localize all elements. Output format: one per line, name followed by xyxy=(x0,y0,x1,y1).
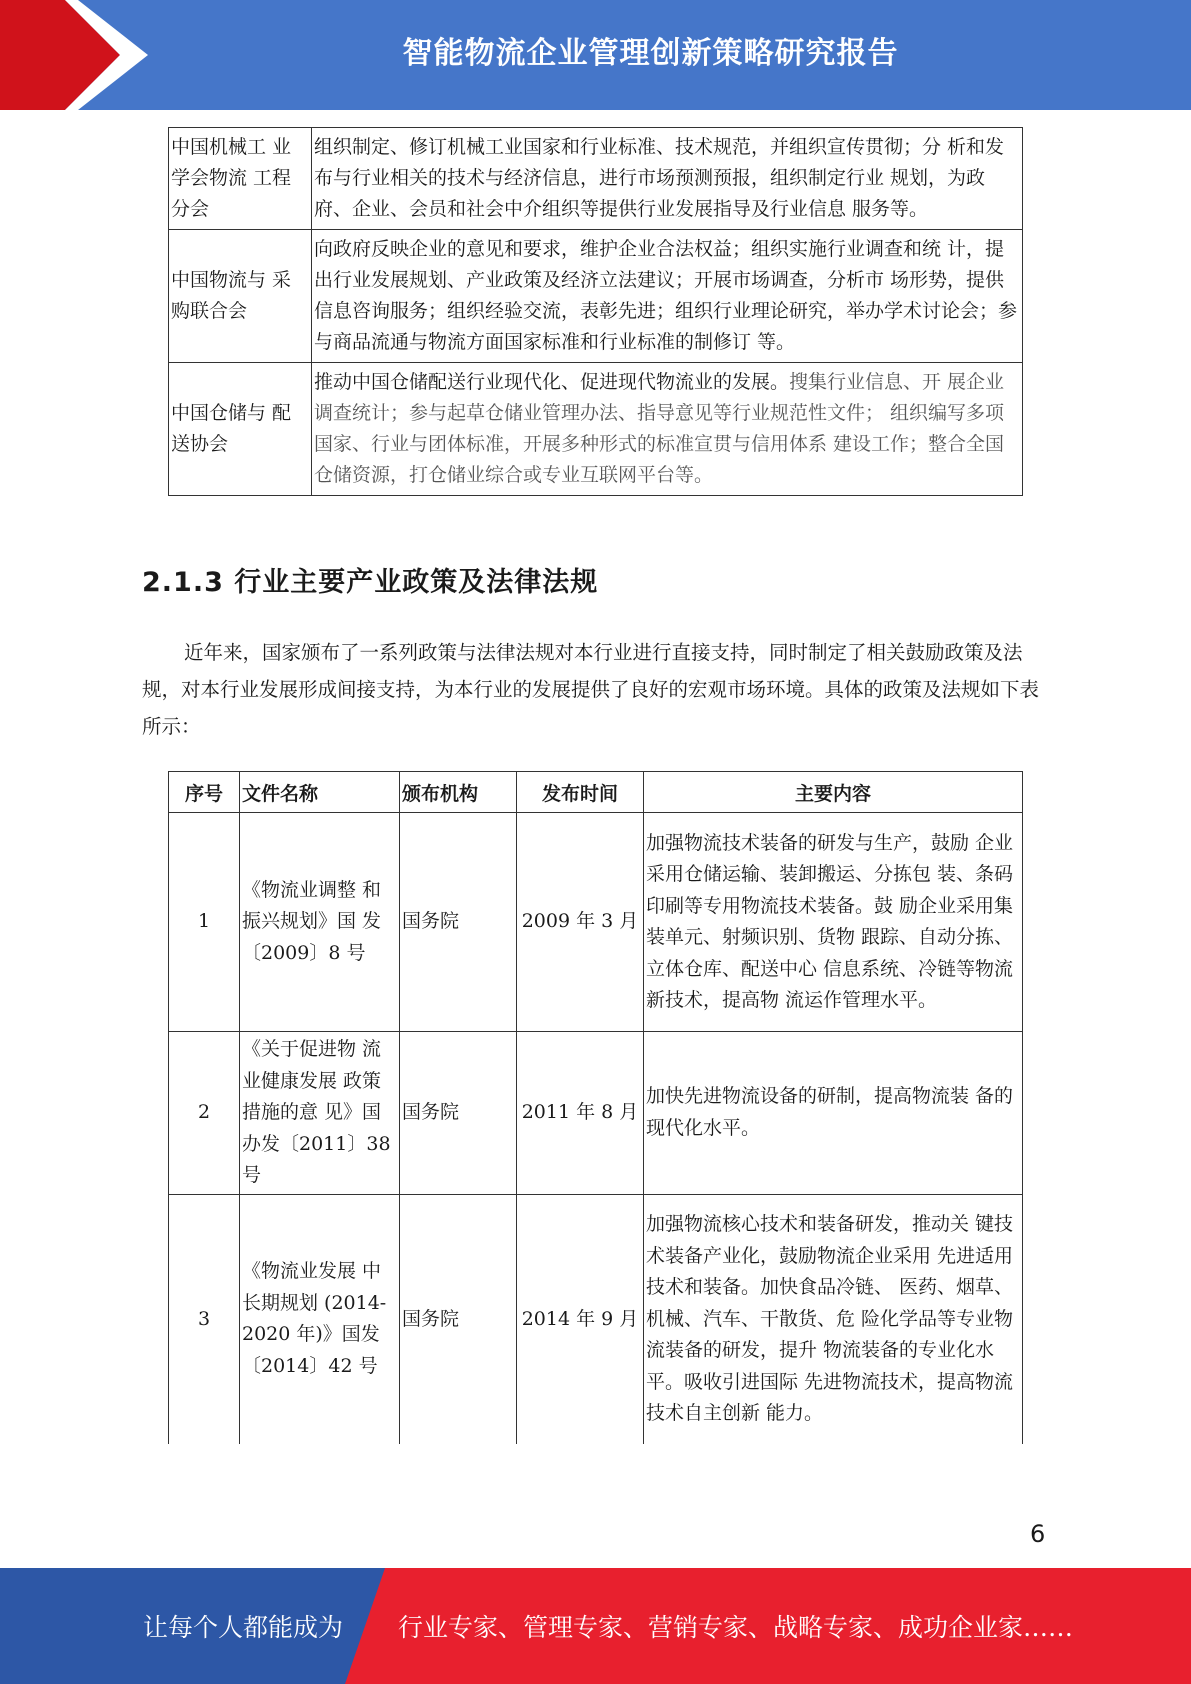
org-description: 组织制定、修订机械工业国家和行业标准、技术规范，并组织宣传贯彻；分 析和发布与行业相关的技术与经济信息，进行市场预测预报，组织制定行业 规划，为政府、企业、会员和社会中介组织等提供行业发展指导及行业信息 服务等。 xyxy=(312,128,1023,230)
document-name: 《关于促进物 流业健康发展 政策措施的意 见》国办发〔2011〕38 号 xyxy=(240,1032,400,1195)
org-name: 中国物流与 采购联合会 xyxy=(169,230,312,363)
footer-slogan-right: 行业专家、管理专家、营销专家、战略专家、成功企业家…… xyxy=(398,1613,1074,1642)
row-number: 1 xyxy=(169,813,240,1032)
page-number: 6 xyxy=(1030,1520,1046,1548)
document-name: 《物流业发展 中长期规划 (2014-2020 年)》国发〔2014〕42 号 xyxy=(240,1194,400,1444)
org-description: 向政府反映企业的意见和要求，维护企业合法权益；组织实施行业调查和统 计，提出行业发展规划、产业政策及经济立法建议；开展市场调查，分析市 场形势，提供信息咨询服务；组织经验交流，表彰先进；组织行业理论研究，举办学术讨论会；参与商品流通与物流方面国家标准和行业标准的制修订 等。 xyxy=(312,230,1023,363)
table-row xyxy=(169,1194,1023,1444)
row-number: 3 xyxy=(169,1194,240,1444)
org-description-secondary: 搜集行业信息、开 展企业调查统计；参与起草仓储业管理办法、指导意见等行业规范性文件； 组织编写多项国家、行业与团体标准，开展多种形式的标准宣贯与信用体系 建设工作；整合全国仓储资源，打仓储业综合或专业互联网平台等。 xyxy=(314,371,1005,486)
column-header-agency: 颁布机构 xyxy=(400,772,517,813)
table-header-row xyxy=(169,772,1023,813)
org-description xyxy=(312,363,1023,496)
org-name: 中国机械工 业学会物流 工程分会 xyxy=(169,128,312,230)
row-number: 2 xyxy=(169,1032,240,1195)
intro-paragraph: 近年来，国家颁布了一系列政策与法律法规对本行业进行直接支持，同时制定了相关鼓励政策及法规，对本行业发展形成间接支持，为本行业的发展提供了良好的宏观市场环境。具体的政策及法规如下表所示： xyxy=(142,641,1040,738)
table-row xyxy=(169,1032,1023,1195)
column-header-document: 文件名称 xyxy=(240,772,400,813)
column-header-number: 序号 xyxy=(169,772,240,813)
main-content: 加强物流技术装备的研发与生产，鼓励 企业采用仓储运输、装卸搬运、分拣包 装、条码印刷等专用物流技术装备。鼓 励企业采用集装单元、射频识别、货物 跟踪、自动分拣、立体仓库、配送中心 信息系统、冷链等物流新技术，提高物 流运作管理水平。 xyxy=(644,813,1023,1032)
document-name: 《物流业调整 和振兴规划》国 发〔2009〕8 号 xyxy=(240,813,400,1032)
policy-table xyxy=(168,771,1023,1444)
release-date: 2011 年 8 月 xyxy=(517,1032,644,1195)
main-content: 加强物流核心技术和装备研发，推动关 键技术装备产业化，鼓励物流企业采用 先进适用技术和装备。加快食品冷链、 医药、烟草、机械、汽车、干散货、危 险化学品等专业物流装备的研发，提升 物流装备的专业化水平。吸收引进国际 先进物流技术，提高物流技术自主创新 能力。 xyxy=(644,1194,1023,1444)
table-row xyxy=(169,363,1023,496)
main-content: 加快先进物流设备的研制，提高物流装 备的现代化水平。 xyxy=(644,1032,1023,1195)
table-row xyxy=(169,128,1023,230)
table-row xyxy=(169,813,1023,1032)
issuing-agency: 国务院 xyxy=(400,1032,517,1195)
table-row xyxy=(169,230,1023,363)
header-title: 智能物流企业管理创新策略研究报告 xyxy=(402,36,899,71)
issuing-agency: 国务院 xyxy=(400,813,517,1032)
release-date: 2009 年 3 月 xyxy=(517,813,644,1032)
footer-slogan-left: 让每个人都能成为 xyxy=(143,1613,344,1642)
column-header-date: 发布时间 xyxy=(517,772,644,813)
organization-table xyxy=(168,127,1023,496)
page-footer xyxy=(0,1568,1191,1684)
page-header xyxy=(0,0,1191,110)
org-description-main: 推动中国仓储配送行业现代化、促进现代物流业的发展。 xyxy=(314,371,790,393)
column-header-content: 主要内容 xyxy=(644,772,1023,813)
section-heading: 2.1.3 行业主要产业政策及法律法规 xyxy=(142,567,599,598)
issuing-agency: 国务院 xyxy=(400,1194,517,1444)
org-name: 中国仓储与 配送协会 xyxy=(169,363,312,496)
release-date: 2014 年 9 月 xyxy=(517,1194,644,1444)
